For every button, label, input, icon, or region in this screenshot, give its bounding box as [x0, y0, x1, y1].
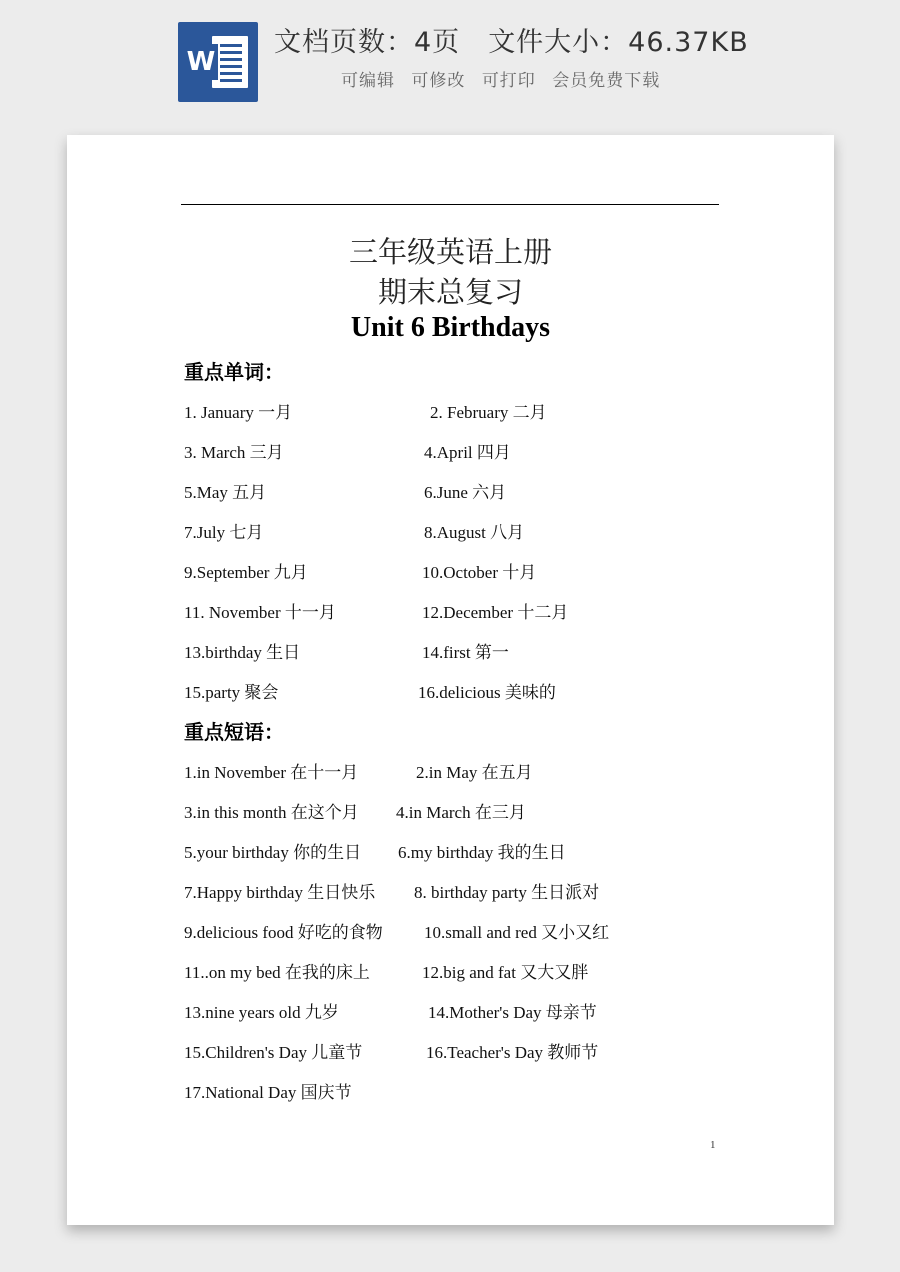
phrase-item: 17.National Day 国庆节: [184, 1083, 352, 1102]
unit-title: Unit 6 Birthdays: [350, 312, 551, 343]
document-page: [67, 135, 834, 1225]
word-document-icon: [178, 22, 258, 102]
phrase-item: 12.big and fat 又大又胖: [422, 963, 589, 982]
phrase-item: 6.my birthday 我的生日: [398, 843, 566, 862]
word-item: 2. February 二月: [430, 403, 547, 422]
phrase-item: 8. birthday party 生日派对: [414, 883, 600, 902]
phrase-item: 14.Mother's Day 母亲节: [428, 1003, 597, 1022]
phrases-heading: 重点短语：: [184, 720, 284, 744]
feature-modifiable: 可修改: [411, 71, 466, 91]
phrase-item: 3.in this month 在这个月: [184, 803, 359, 822]
phrase-item: 11..on my bed 在我的床上: [184, 963, 370, 982]
word-item: 8.August 八月: [424, 523, 525, 542]
banner-title: [274, 20, 749, 59]
word-item: 3. March 三月: [184, 443, 284, 462]
page-count: 文档页数：4页: [274, 27, 461, 58]
word-item: 6.June 六月: [424, 483, 507, 502]
word-item: 5.May 五月: [184, 483, 267, 502]
word-item: 16.delicious 美味的: [418, 683, 556, 702]
page-number: 1: [710, 1139, 716, 1151]
phrase-item: 1.in November 在十一月: [184, 763, 359, 782]
header-rule: [181, 204, 719, 205]
phrase-item: 13.nine years old 九岁: [184, 1003, 339, 1022]
phrase-item: 10.small and red 又小又红: [424, 923, 610, 942]
word-item: 1. January 一月: [184, 403, 293, 422]
word-letter: W: [184, 44, 218, 80]
words-heading: 重点单词：: [184, 360, 284, 384]
word-item: 12.December 十二月: [422, 603, 569, 622]
phrase-item: 9.delicious food 好吃的食物: [184, 923, 383, 942]
word-item: 10.October 十月: [422, 563, 537, 582]
phrase-item: 7.Happy birthday 生日快乐: [184, 883, 376, 902]
banner-features: [341, 66, 670, 91]
word-item: 4.April 四月: [424, 443, 511, 462]
phrase-item: 4.in March 在三月: [396, 803, 526, 822]
file-size: 文件大小：46.37KB: [488, 27, 749, 58]
word-item: 11. November 十一月: [184, 603, 336, 622]
doc-title-line2: 期末总复习: [377, 275, 523, 309]
phrase-item: 5.your birthday 你的生日: [184, 843, 362, 862]
doc-title-line1: 三年级英语上册: [348, 235, 552, 269]
word-item: 9.September 九月: [184, 563, 308, 582]
phrase-item: 2.in May 在五月: [416, 763, 533, 782]
word-item: 13.birthday 生日: [184, 643, 301, 662]
word-item: 14.first 第一: [422, 643, 509, 662]
word-item: 15.party 聚会: [184, 683, 279, 702]
phrase-item: 16.Teacher's Day 教师节: [426, 1043, 599, 1062]
feature-member-download: 会员免费下载: [552, 71, 661, 91]
phrase-item: 15.Children's Day 儿童节: [184, 1043, 363, 1062]
header-banner: [0, 0, 900, 120]
feature-editable: 可编辑: [341, 71, 395, 91]
feature-printable: 可打印: [481, 71, 536, 91]
word-item: 7.July 七月: [184, 523, 264, 542]
